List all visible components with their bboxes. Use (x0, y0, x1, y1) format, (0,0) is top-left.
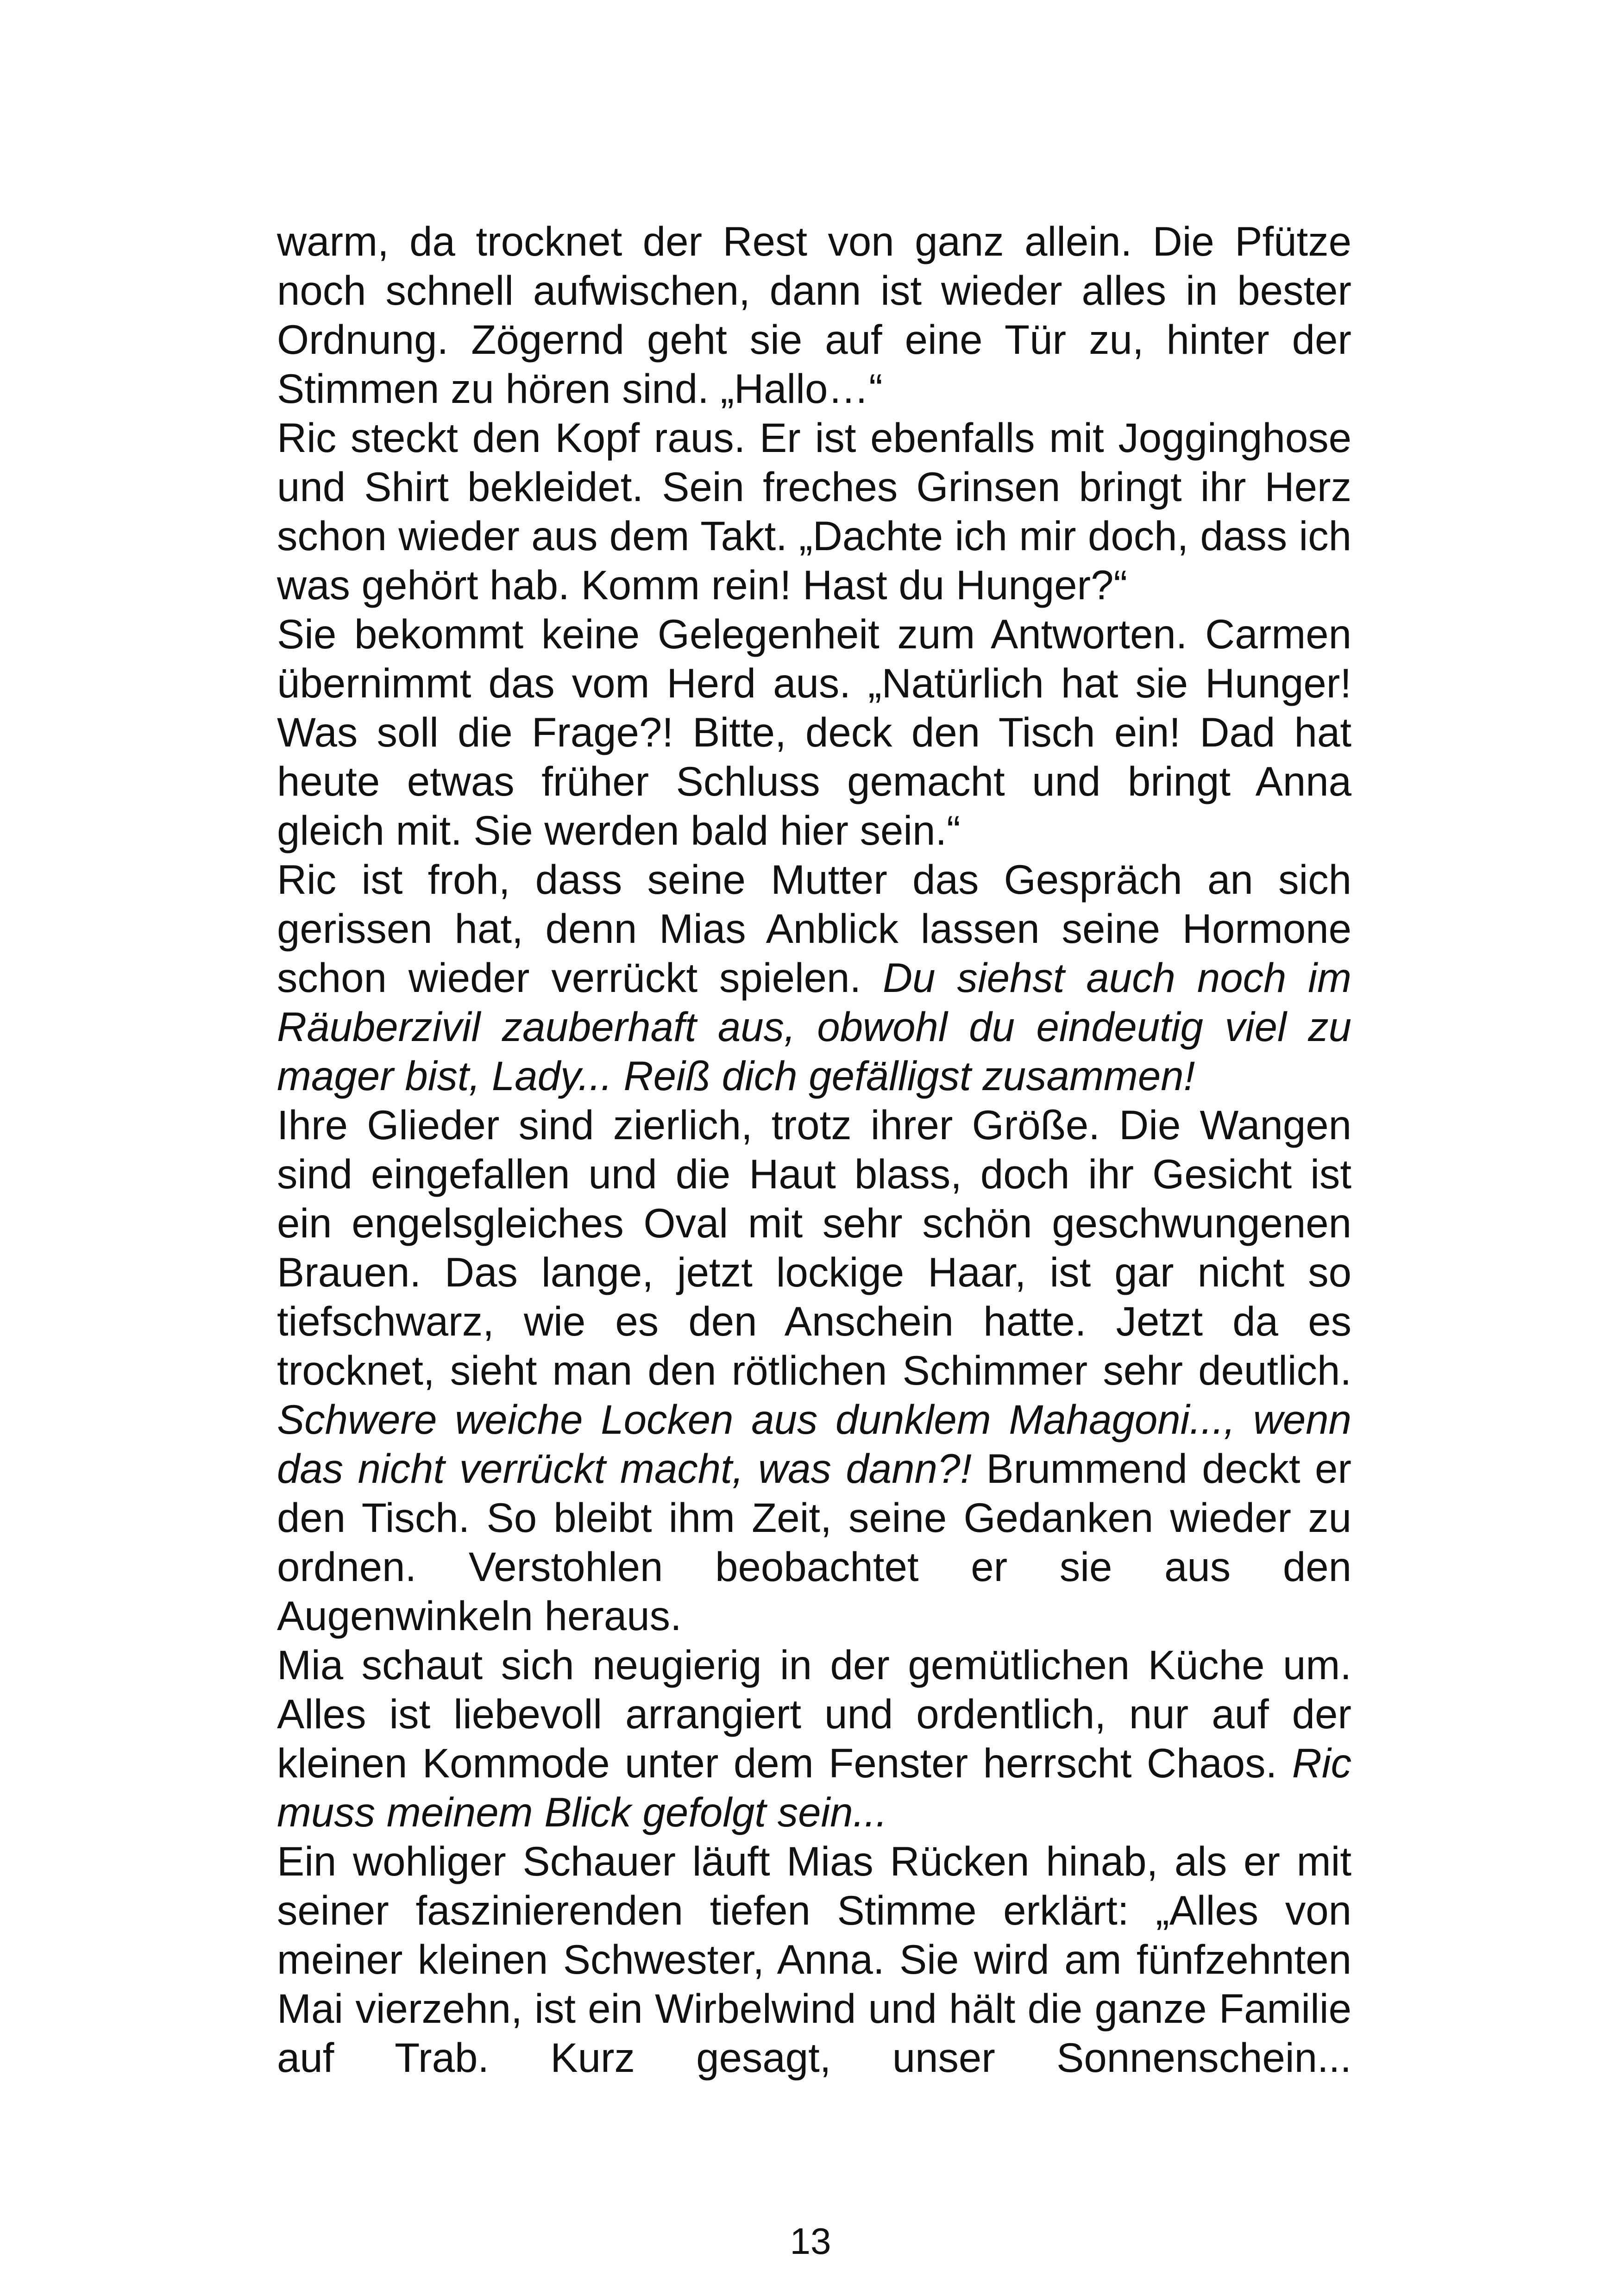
italic-text-segment: Du siehst auch noch im Räuberzivil zauberhaft aus, obwohl du eindeutig viel zu mager bist, Lady... Reiß dich gefälligst zusammen! (277, 955, 1351, 1099)
text-segment: Ric steckt den Kopf raus. Er ist ebenfalls mit Jogginghose und Shirt bekleidet. Sein freches Grinsen bringt ihr Herz schon wieder aus dem Takt. „Dachte ich mir doch, dass ich was gehört hab. Komm rein! Hast du Hunger?“ (277, 415, 1351, 608)
text-segment: Ein wohliger Schauer läuft Mias Rücken hinab, als er mit seiner faszinierenden tiefen Stimme erklärt: „Alles von meiner kleinen Schwester, Anna. Sie wird am fünfzehnten Mai vierzehn, ist ein Wirbelwind und hält die ganze Familie auf Trab. Kurz gesagt, unser Sonnenschein... (277, 1838, 1351, 2081)
text-segment: warm, da trocknet der Rest von ganz allein. Die Pfütze noch schnell aufwischen, dann ist wieder alles in bester Ordnung. Zögernd geht sie auf eine Tür zu, hinter der Stimmen zu hören sind. „Hallo…“ (277, 219, 1351, 412)
text-segment: Ric ist froh, dass seine Mutter das Gespräch an sich gerissen hat, denn Mias Anblick lassen seine Hormone schon wieder verrückt spielen. (277, 857, 1351, 1001)
page-number: 13 (790, 2221, 831, 2262)
paragraph (277, 1837, 1351, 2083)
text-segment: Mia schaut sich neugierig in der gemütlichen Küche um. Alles ist liebevoll arrangiert und ordentlich, nur auf der kleinen Kommode unter dem Fenster herrscht Chaos. (277, 1642, 1351, 1786)
paragraph (277, 1641, 1351, 1837)
text-segment: Ihre Glieder sind zierlich, trotz ihrer Größe. Die Wangen sind eingefallen und die Haut blass, doch ihr Gesicht ist ein engelsgleiches Oval mit sehr schön geschwungenen Brauen. Das lange, jetzt lockige Haar, ist gar nicht so tiefschwarz, wie es den Anschein hatte. Jetzt da es trocknet, sieht man den rötlichen Schimmer sehr deutlich. (277, 1102, 1351, 1393)
paragraph (277, 217, 1351, 414)
text-segment: Brummend deckt er den Tisch. So bleibt ihm Zeit, seine Gedanken wieder zu ordnen. Verstohlen beobachtet er sie aus den Augenwinkeln heraus. (277, 1446, 1351, 1639)
paragraph (277, 1101, 1351, 1641)
paragraph (277, 855, 1351, 1101)
text-segment: Sie bekommt keine Gelegenheit zum Antworten. Carmen übernimmt das vom Herd aus. „Natürlich hat sie Hunger! Was soll die Frage?! Bitte, deck den Tisch ein! Dad hat heute etwas früher Schluss gemacht und bringt Anna gleich mit. Sie werden bald hier sein.“ (277, 611, 1351, 853)
paragraph (277, 414, 1351, 610)
italic-text-segment: Ric muss meinem Blick gefolgt sein... (277, 1740, 1351, 1835)
paragraph (277, 610, 1351, 855)
italic-text-segment: Schwere weiche Locken aus dunklem Mahagoni..., wenn das nicht verrückt macht, was dann?! (277, 1397, 1351, 1492)
body-text (277, 217, 1351, 2083)
